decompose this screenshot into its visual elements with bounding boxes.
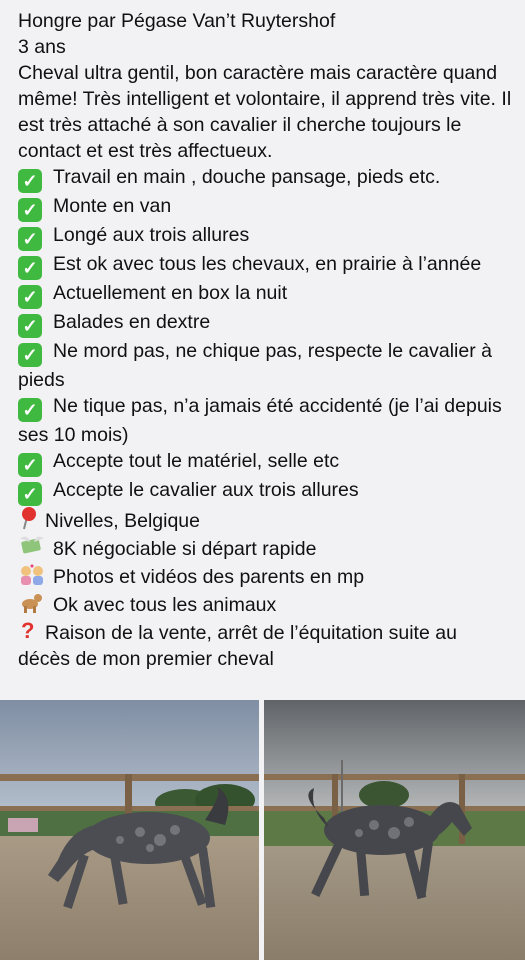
check-mark-icon: ✓ [18, 314, 42, 338]
post-line-text: Cheval ultra gentil, bon caractère mais caractère quand même! Très intelligent et volontaire, il apprend très vite. Il est très attaché à son cavalier il cherche toujours le contact et est très affectueux. [18, 62, 512, 162]
check-mark-icon: ✓ [18, 285, 42, 309]
post-line [18, 164, 513, 193]
post-line-text: Ne tique pas, n’a jamais été accidenté (je l’ai depuis ses 10 mois) [18, 395, 502, 446]
post-line [18, 60, 513, 164]
post-line [18, 477, 513, 506]
pin-icon [18, 506, 38, 528]
post-line [18, 338, 513, 393]
post-line [18, 393, 513, 448]
post-line [18, 8, 513, 34]
post-line [18, 448, 513, 477]
people-heart-icon [18, 562, 44, 584]
check-mark-icon: ✓ [18, 343, 42, 367]
post-line-text: Ok avec tous les animaux [53, 594, 277, 616]
post-line-text: Accepte tout le matériel, selle etc [53, 450, 340, 472]
post-line-text: Nivelles, Belgique [45, 510, 201, 532]
post-line-text: Longé aux trois allures [53, 224, 250, 246]
check-mark-icon: ✓ [18, 398, 42, 422]
dog-icon [18, 590, 44, 612]
post-line [18, 562, 513, 590]
post-line-text: Balades en dextre [53, 311, 211, 333]
check-mark-icon: ✓ [18, 482, 42, 506]
post-line [18, 506, 513, 534]
post-line-text: 3 ans [18, 36, 66, 58]
post-line [18, 309, 513, 338]
post-line-text: 8K négociable si départ rapide [53, 538, 317, 560]
post-line [18, 534, 513, 562]
post-line [18, 34, 513, 60]
question-mark-icon [18, 618, 38, 640]
post-line [18, 222, 513, 251]
post-line [18, 280, 513, 309]
post-line-text: Accepte le cavalier aux trois allures [53, 479, 359, 501]
post-line [18, 251, 513, 280]
horse-photo-right[interactable] [264, 700, 525, 960]
svg-text:?: ? [21, 618, 35, 642]
post-line-text: Ne mord pas, ne chique pas, respecte le cavalier à pieds [18, 340, 492, 391]
post-line-text: Actuellement en box la nuit [53, 282, 288, 304]
post-text [18, 8, 513, 672]
check-mark-icon: ✓ [18, 227, 42, 251]
check-mark-icon: ✓ [18, 453, 42, 477]
post-line-text: Hongre par Pégase Van’t Ruytershof [18, 10, 336, 32]
post-line-text: Photos et vidéos des parents en mp [53, 566, 365, 588]
post-line-text: Raison de la vente, arrêt de l’équitation suite au décès de mon premier cheval [18, 622, 457, 670]
post-line-text: Monte en van [53, 195, 172, 217]
post-line-text: Travail en main , douche pansage, pieds etc. [53, 166, 441, 188]
check-mark-icon: ✓ [18, 169, 42, 193]
horse-photo-left[interactable] [0, 700, 259, 960]
post-line [18, 590, 513, 618]
post-line [18, 193, 513, 222]
money-wings-icon [18, 534, 44, 556]
post-line [18, 618, 513, 672]
check-mark-icon: ✓ [18, 198, 42, 222]
photo-gallery [0, 700, 525, 960]
post-line-text: Est ok avec tous les chevaux, en prairie à l’année [53, 253, 482, 275]
check-mark-icon: ✓ [18, 256, 42, 280]
